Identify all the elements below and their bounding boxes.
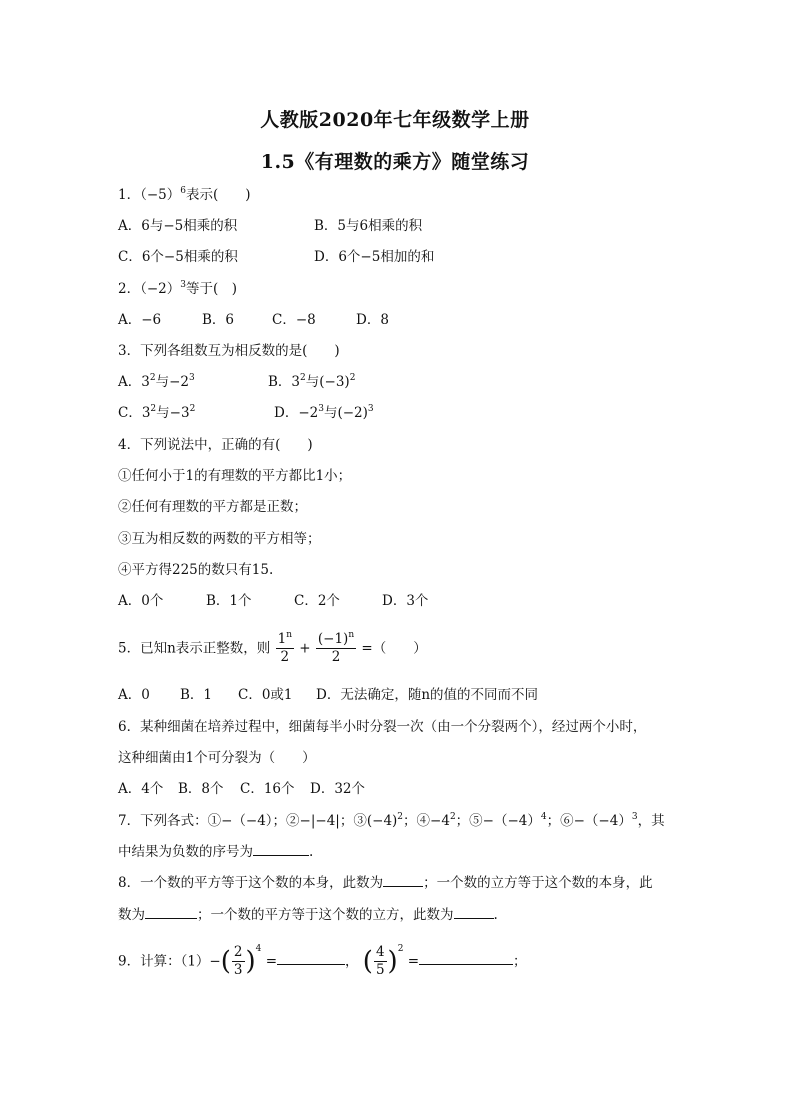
option-c: C．−8 [272, 312, 316, 328]
fraction-1: $\frac{1^n}{2}$ [277, 630, 292, 665]
option-d: D．$-2^3$与$(-2)^3$ [274, 404, 374, 421]
question-1-stem: 1．$(-5)^6$表示( ) [118, 186, 251, 203]
option-b: B．6 [202, 312, 235, 328]
option-b: B．5与6相乘的积 [314, 218, 423, 234]
option-a: A．0个 [118, 593, 164, 609]
question-3-options-row2 [118, 404, 374, 422]
option-c: C．0或1 [238, 687, 293, 703]
option-a: A．4个 [118, 781, 164, 797]
question-1-options-row2 [118, 248, 435, 266]
question-4-stem: 4．下列说法中，正确的有( ) [118, 437, 313, 453]
answer-blank[interactable] [277, 952, 345, 965]
question-8-line2: 数为 ；一个数的平方等于这个数的立方，此数为 . [118, 907, 498, 923]
option-d: D．32个 [310, 781, 366, 797]
option-d: D．3个 [382, 593, 429, 609]
option-d: D．6个−5相加的和 [314, 249, 435, 265]
question-1-options-row1 [118, 217, 423, 235]
question-7-line2: 中结果为负数的序号为 . [118, 844, 314, 860]
answer-blank[interactable] [145, 906, 197, 919]
question-3-stem: 3．下列各组数互为相反数的是( ) [118, 343, 340, 359]
question-7-line1: 7．下列各式：①−（−4）；②−|−4|；$③(-4)^2$；$④-4^2$；$⑤-(-4)^4$；$⑥-(-4)^3$，其 [118, 812, 665, 829]
option-c: C．$3^2$与$-3^2$ [118, 404, 196, 421]
question-2-stem: 2．$(-2)^3$等于( ) [118, 280, 238, 297]
answer-blank[interactable] [419, 952, 513, 965]
question-3-options-row1 [118, 373, 356, 391]
option-b: B．$3^2$与$(-3)^2$ [268, 373, 356, 390]
fraction-2-3: $\frac{2}{3}$ [233, 944, 243, 978]
option-b: B．1个 [206, 593, 252, 609]
option-d: D．无法确定，随n的值的不同而不同 [316, 687, 539, 703]
statement-3: ③互为相反数的两数的平方相等； [118, 531, 321, 547]
page-subtitle: 1.5《有理数的乘方》随堂练习 [260, 151, 530, 173]
question-6-line1: 6．某种细菌在培养过程中，细菌每半小时分裂一次（由一个分裂两个），经过两个小时， [118, 719, 647, 735]
option-a: A．$3^2$与$-2^3$ [118, 373, 195, 390]
statement-2: ②任何有理数的平方都是正数； [118, 499, 307, 515]
fraction-4-5: $\frac{4}{5}$ [375, 944, 385, 978]
fraction-2: $\frac{(-1)^n}{2}$ [317, 630, 355, 665]
question-8-line1: 8．一个数的平方等于这个数的本身，此数为 ；一个数的立方等于这个数的本身，此 [118, 875, 653, 891]
question-2-options [118, 311, 389, 329]
statement-1: ①任何小于1的有理数的平方都比1小； [118, 468, 352, 484]
option-b: B．1 [180, 687, 213, 703]
answer-blank[interactable] [383, 874, 423, 887]
answer-blank[interactable] [253, 843, 309, 856]
option-d: D．8 [356, 312, 389, 328]
question-9-line: 9．计算：（1）−( $\frac{2}{3}$ )$^4$ = ， ( $\frac{4}{5}$ )$^2$ = ； [118, 944, 527, 978]
option-a: A．−6 [118, 312, 162, 328]
question-6-line2: 这种细菌由1个可分裂为（ ） [118, 750, 316, 766]
question-6-options [118, 780, 366, 798]
answer-blank[interactable] [454, 906, 494, 919]
option-a: A．0 [118, 687, 150, 703]
question-4-options [118, 592, 429, 610]
option-b: B．8个 [178, 781, 224, 797]
statement-4: ④平方得225的数只有15. [118, 562, 274, 578]
page-title: 人教版2020年七年级数学上册 [260, 109, 530, 131]
question-5-options [118, 686, 539, 704]
question-5-stem: 5．已知n表示正整数，则 $\frac{1^n}{2}$ + $\frac{(-1)^n}{2}$ =（ ） [118, 630, 427, 665]
option-c: C．2个 [294, 593, 340, 609]
option-a: A．6与−5相乘的积 [118, 218, 238, 234]
option-c: C．6个−5相乘的积 [118, 249, 238, 265]
option-c: C．16个 [240, 781, 295, 797]
